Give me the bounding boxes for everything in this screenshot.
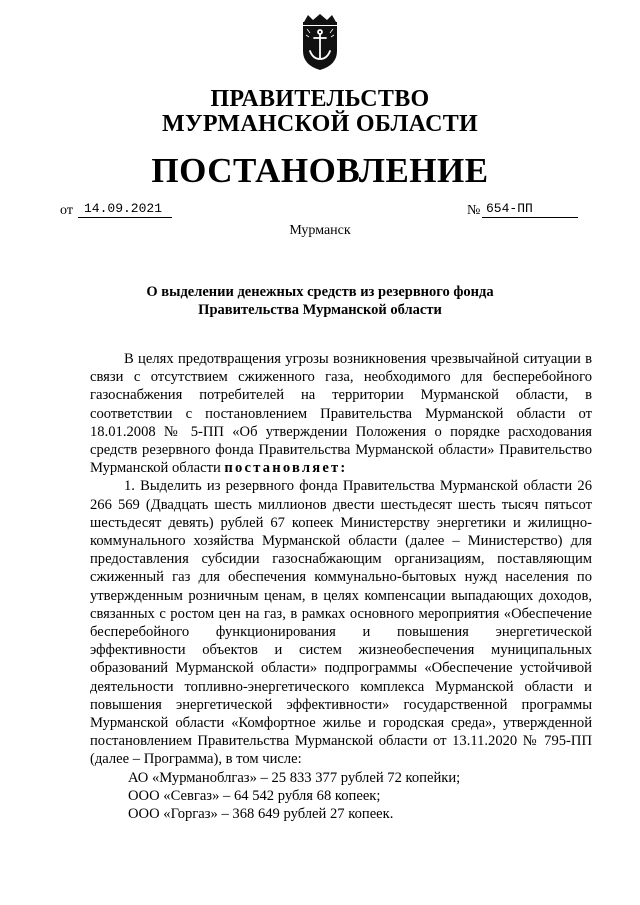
date-underline <box>78 217 172 218</box>
document-type-title: ПОСТАНОВЛЕНИЕ <box>151 151 489 190</box>
document-subject <box>100 283 540 319</box>
recipient-item: АО «Мурманоблгаз» – 25 833 377 рублей 72 копейки; <box>128 769 461 786</box>
recipient-item: ООО «Севгаз» – 64 542 рубля 68 копеек; <box>128 787 381 804</box>
date-value: 14.09.2021 <box>84 201 163 216</box>
number-underline <box>482 217 578 218</box>
coat-of-arms-icon <box>296 13 344 71</box>
government-title-line2: МУРМАНСКОЙ ОБЛАСТИ <box>162 111 478 137</box>
resolves-word: постановляет: <box>224 460 348 477</box>
subject-line1: О выделении денежных средств из резервного фонда <box>146 284 494 300</box>
government-title-line1: ПРАВИТЕЛЬСТВО <box>210 86 430 112</box>
date-prefix: от <box>60 203 73 218</box>
document-body <box>90 350 592 823</box>
number-prefix: № <box>467 203 481 218</box>
number-value: 654-ПП <box>486 201 533 216</box>
recipient-item: ООО «Горгаз» – 368 649 рублей 27 копеек. <box>128 806 394 823</box>
clause-1-paragraph: 1. Выделить из резервного фонда Правительства Мурманской области 26 266 569 (Двадцать шесть миллионов двести шестьдесят шесть тысяч пятьсот шестьдесят девять) рублей 67 копеек Министерству энергетики и жилищно-коммунального хозяйства Мурманской области (далее – Министерство) для предоставления субсидии газоснабжающим организациям, поставляющим сжиженный газ для обеспечения коммунально-бытовых нужд населения по утвержденным розничным ценам, в целях компенсации выпадающих доходов, связанных с ростом цен на газ, в рамках основного мероприятия «Обеспечение бесперебойного функционирования и повышения энергетической эффективности объектов и систем жизнеобеспечения муниципальных образований Мурманской области» подпрограммы «Обеспечение устойчивой деятельности топливно-энергетического комплекса Мурманской области и повышения энергетической эффективности» государственной программы Мурманской области «Комфортное жилье и городская среда», утвержденной постановлением Правительства Мурманской области от 13.11.2020 № 795-ПП (далее – Программа), в том числе: <box>90 478 592 768</box>
preamble-text: В целях предотвращения угрозы возникновения чрезвычайной ситуации в связи с отсутствием сжиженного газа, необходимого для бесперебойного газоснабжения потребителей на территории Мурманской области, в соответствии с постановлением Правительства Мурманской области от 18.01.2008 № 5-ПП «Об утверждении Положения о порядке расходования средств резервного фонда Правительства Мурманской области» Правительство Мурманской области <box>90 351 592 477</box>
subject-line2: Правительства Мурманской области <box>198 302 442 318</box>
preamble-paragraph <box>90 350 592 477</box>
city: Мурманск <box>289 223 351 238</box>
